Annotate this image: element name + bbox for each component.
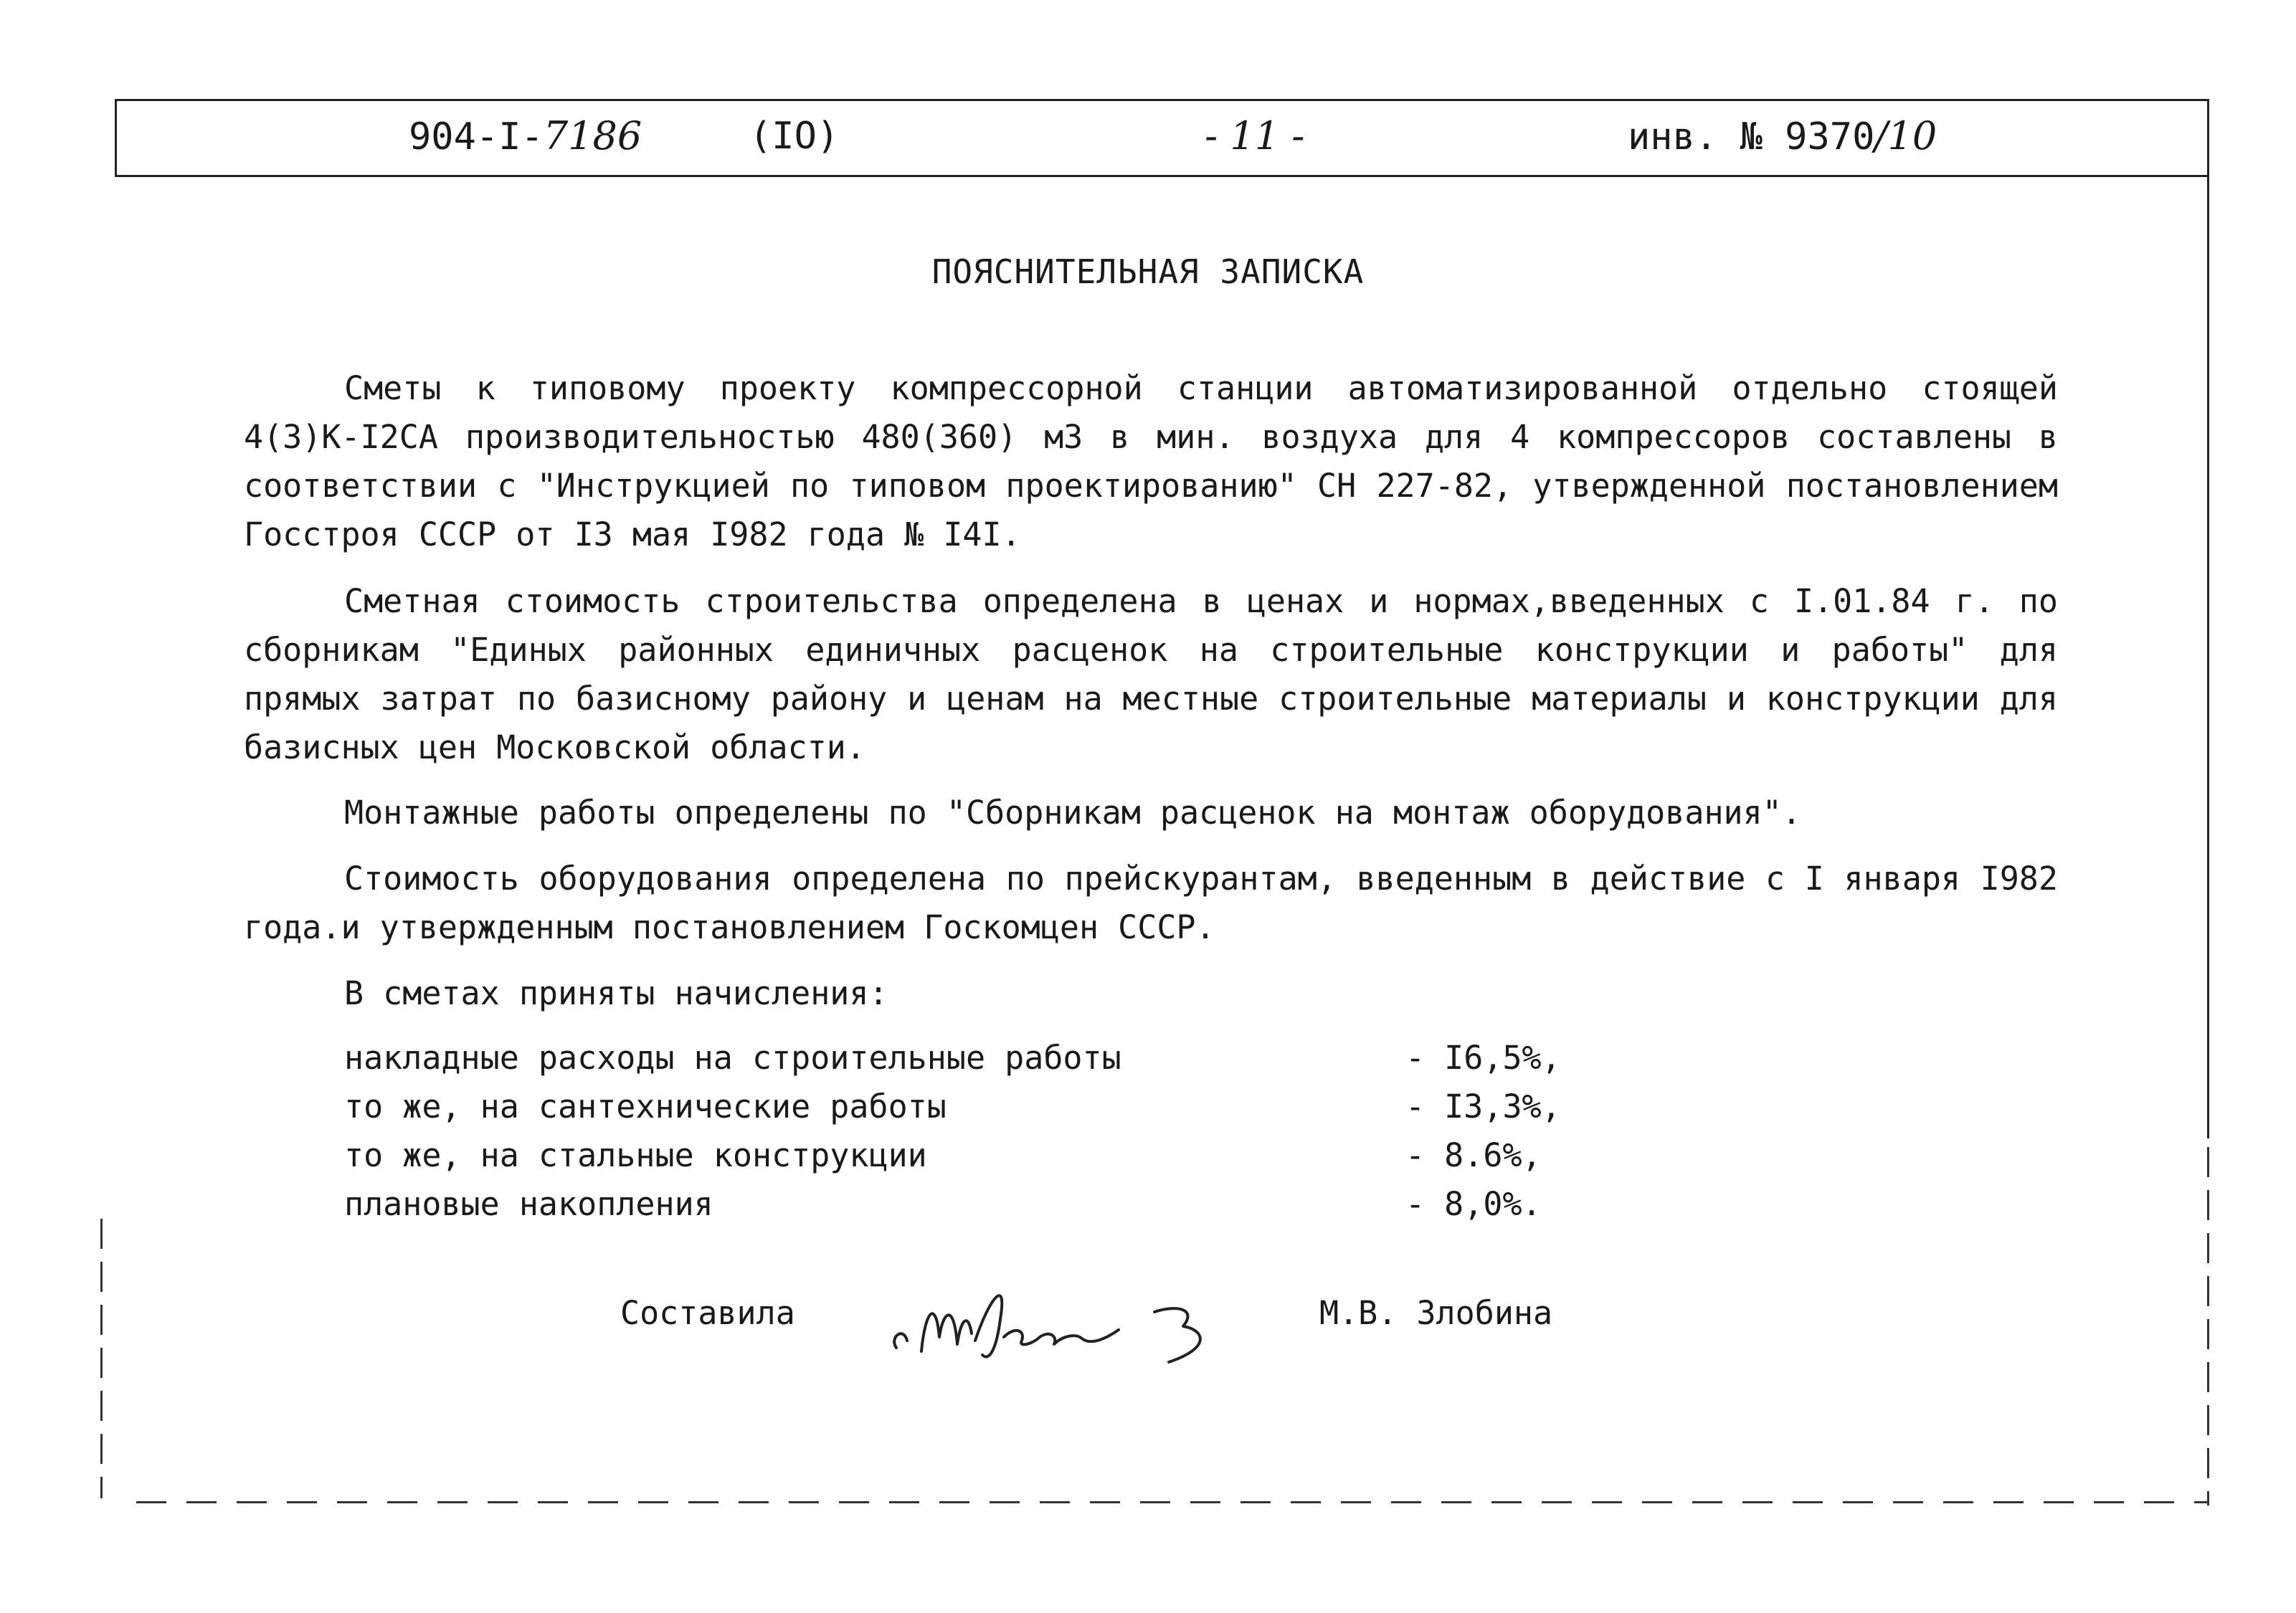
- charge-label: то же, на сантехнические работы: [344, 1088, 947, 1126]
- signatory-name: М.В. Злобина: [1319, 1294, 1553, 1332]
- inventory-number-handwritten: /10: [1874, 113, 1937, 158]
- inventory-number: [1628, 115, 1937, 158]
- header-bottom-line: [115, 175, 2209, 177]
- charge-value: - 8.6%,: [1405, 1136, 1542, 1174]
- charge-label: то же, на стальные конструкции: [344, 1136, 927, 1174]
- frame-left-line: [115, 99, 117, 175]
- paragraph-2: Сметная стоимость строительства определена в ценах и нормах,введенных с I.01.84 г. по сборникам "Единых районных единичных расценок на строительные конструкции и работы" для прямых затрат по базисному району и ценам на местные строительные материалы и конструкции для базисных цен Московской области.: [244, 582, 2058, 766]
- document-code: [409, 115, 642, 158]
- paragraph-4: Стоимость оборудования определена по прейскурантам, введенным в действие с I января I982 года.и утвержденным постановлением Госкомцен СССР.: [244, 860, 2058, 946]
- paragraph-1: Сметы к типовому проекту компрессорной станции автоматизированной отдельно стоящей 4(3)К-I2СА производительностью 480(360) м3 в мин. воздуха для 4 компрессоров составлены в соответствии с "Инструкцией по типовом проектированию" СН 227-82, утвержденной постановлением Госстроя СССР от I3 мая I982 года № I4I.: [244, 369, 2058, 553]
- page-title: ПОЯСНИТЕЛЬНАЯ ЗАПИСКА: [931, 252, 1365, 291]
- charge-label: плановые накопления: [344, 1185, 713, 1223]
- charges-intro: В сметах приняты начисления:: [344, 974, 888, 1012]
- frame-left-dashed: [100, 1219, 103, 1498]
- charge-value: - 8,0%.: [1405, 1185, 1542, 1223]
- charge-value: - I3,3%,: [1405, 1088, 1561, 1126]
- handwritten-signature: [882, 1269, 1255, 1376]
- signature-label: Составила: [620, 1294, 795, 1332]
- frame-bottom-dashed: [136, 1501, 2209, 1503]
- charge-label: накладные расходы на строительные работы: [344, 1039, 1121, 1077]
- volume-number: (IO): [749, 115, 840, 158]
- frame-right-dashed: [2207, 1147, 2209, 1505]
- document-code-handwritten: 7186: [543, 113, 642, 158]
- frame-top-line: [115, 99, 2209, 101]
- paragraph-3: Монтажные работы определены по "Сборникам расценок на монтаж оборудования".: [344, 794, 1801, 832]
- inventory-number-printed: инв. № 9370: [1628, 115, 1875, 158]
- page-number: - 11 -: [1205, 113, 1305, 158]
- charge-value: - I6,5%,: [1405, 1039, 1561, 1077]
- document-code-printed: 904-I-: [409, 115, 544, 158]
